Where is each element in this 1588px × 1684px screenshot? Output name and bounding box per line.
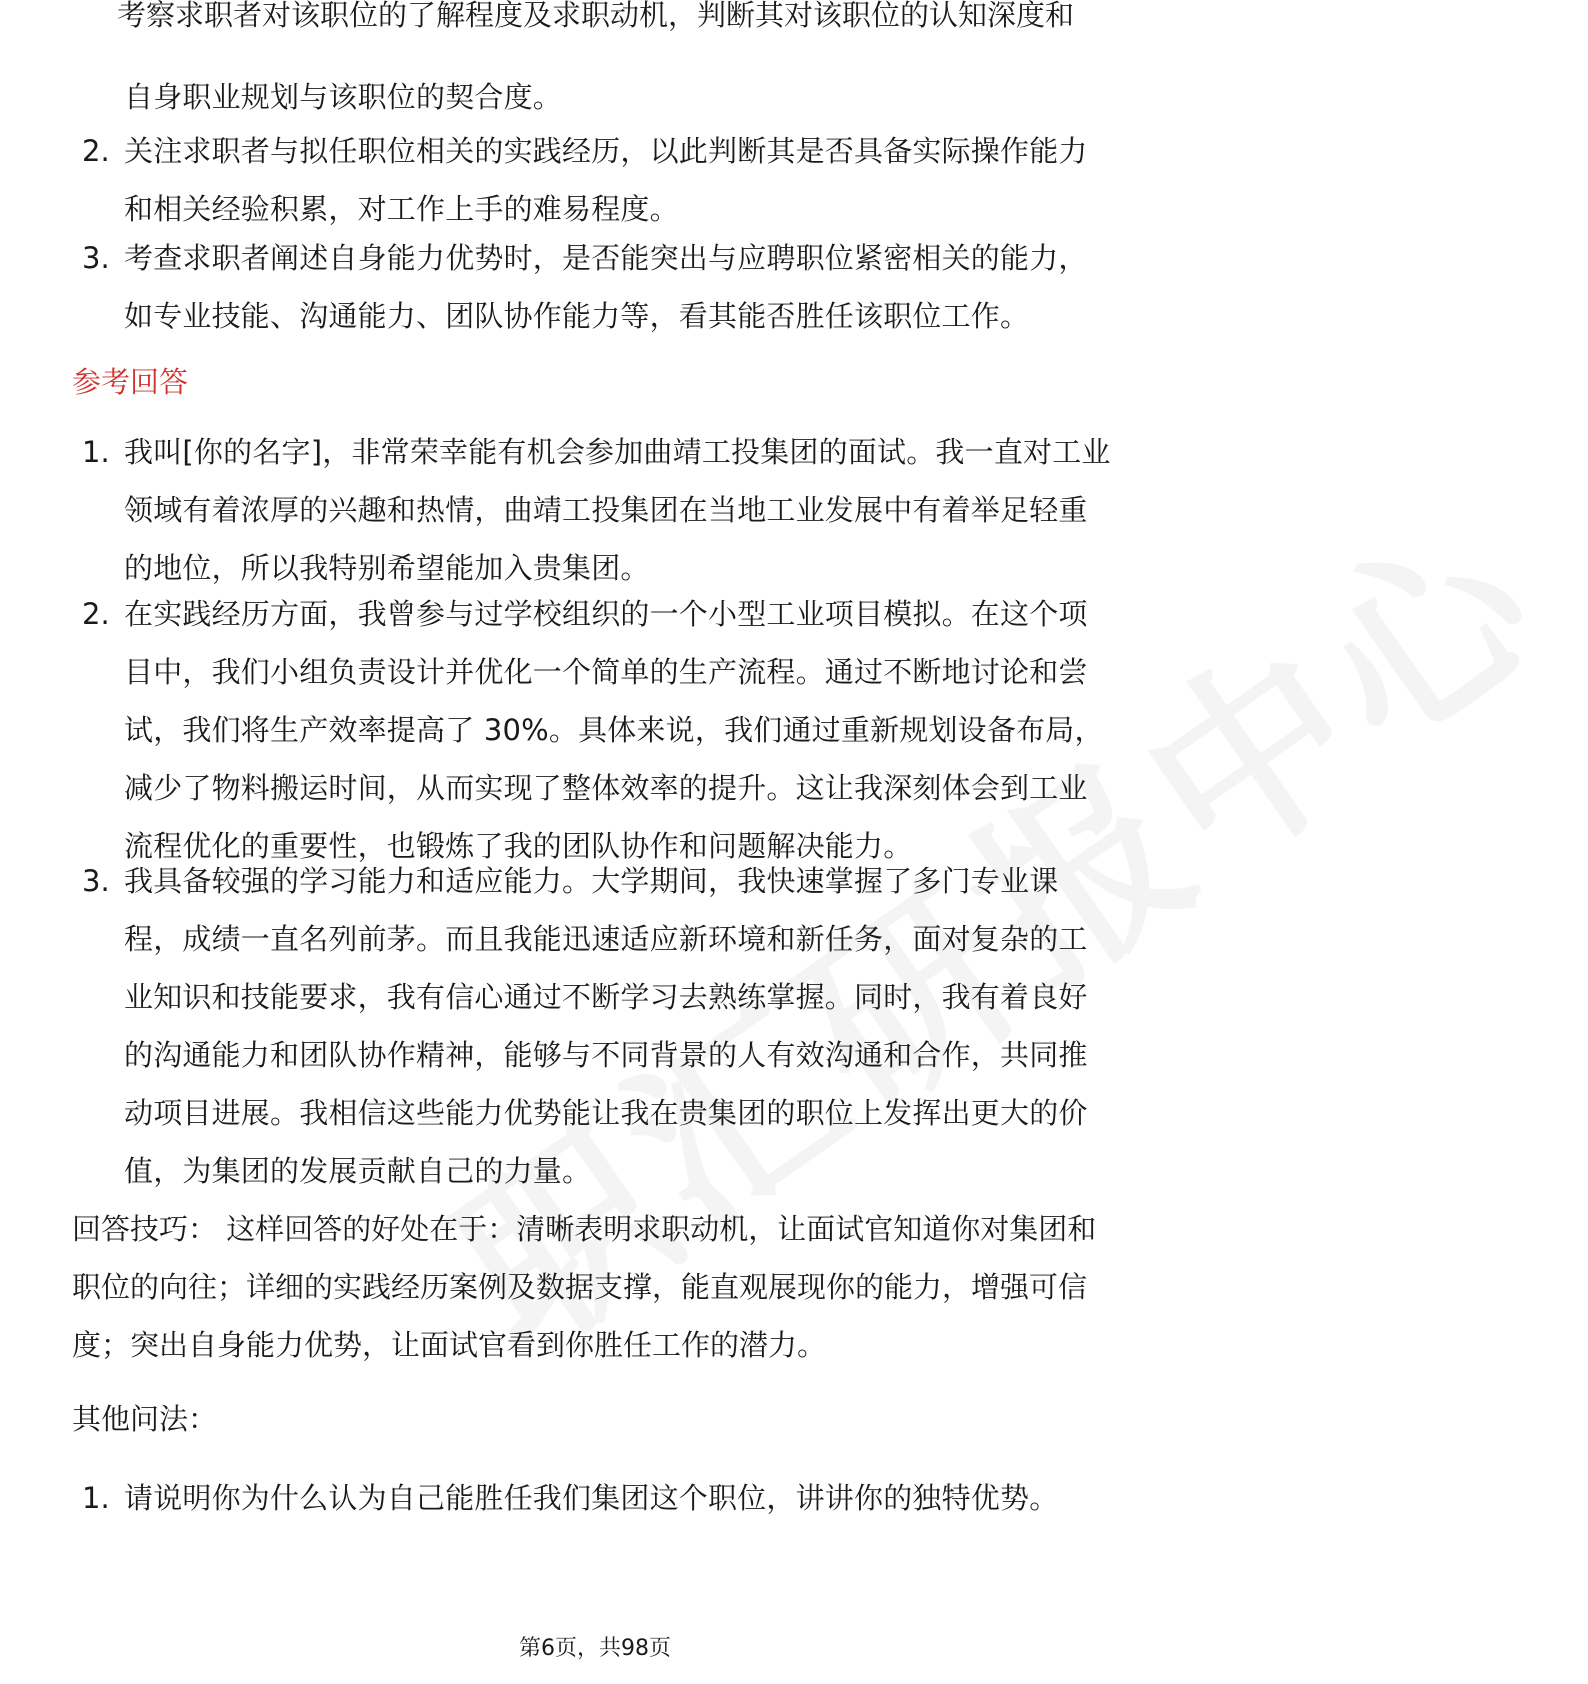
- list-text: 考查求职者阐述自身能力优势时，是否能突出与应聘职位紧密相关的能力，如专业技能、沟通能力、团队协作能力等，看其能否胜任该职位工作。: [124, 241, 1088, 333]
- list-text: 在实践经历方面，我曾参与过学校组织的一个小型工业项目模拟。在这个项目中，我们小组负责设计并优化一个简单的生产流程。通过不断地讨论和尝试，我们将生产效率提高了 30%。具体来说，我们通过重新规划设备布局，减少了物料搬运时间，从而实现了整体效率的提升。这让我深刻体会到工业流程优化的重要性，也锻炼了我的团队协作和问题解决能力。: [124, 597, 1104, 863]
- other-questions-heading: 其他问法：: [72, 1402, 218, 1436]
- list-number: 3.: [82, 864, 110, 898]
- list-text: 我具备较强的学习能力和适应能力。大学期间，我快速掌握了多门专业课程，成绩一直名列前茅。而且我能迅速适应新环境和新任务，面对复杂的工业知识和技能要求，我有信心通过不断学习去熟练掌握。同时，我有着良好的沟通能力和团队协作精神，能够与不同背景的人有效沟通和合作，共同推动项目进展。我相信这些能力优势能让我在贵集团的职位上发挥出更大的价值，为集团的发展贡献自己的力量。: [124, 864, 1088, 1188]
- list-number: 1.: [82, 1481, 110, 1515]
- reference-answer-heading: 参考回答: [72, 365, 189, 399]
- answer-tips: 回答技巧： 这样回答的好处在于：清晰表明求职动机，让面试官知道你对集团和职位的向往；详细的实践经历案例及数据支撑，能直观展现你的能力，增强可信度；突出自身能力优势，让面试官看到你胜任工作的潜力。: [72, 1212, 1097, 1362]
- clipped-line: [117, 0, 1097, 54]
- list-number: 2.: [82, 134, 110, 168]
- page-footer: 第6页，共98页: [519, 1636, 671, 1661]
- list-text: 我叫[你的名字]，非常荣幸能有机会参加曲靖工投集团的面试。我一直对工业领域有着浓厚的兴趣和热情，曲靖工投集团在当地工业发展中有着举足轻重的地位，所以我特别希望能加入贵集团。: [124, 435, 1111, 585]
- list-text: 请说明你为什么认为自己能胜任我们集团这个职位，讲讲你的独特优势。: [124, 1481, 1059, 1515]
- criteria-item-1-last: 自身职业规划与该职位的契合度。: [124, 80, 563, 114]
- list-number: 3.: [82, 241, 110, 275]
- list-number: 1.: [82, 435, 110, 469]
- list-text: 关注求职者与拟任职位相关的实践经历，以此判断其是否具备实际操作能力和相关经验积累，对工作上手的难易程度。: [124, 134, 1088, 226]
- list-number: 2.: [82, 597, 110, 631]
- clipped-text: 考察求职者对该职位的了解程度及求职动机，判断其对该职位的认知深度和: [117, 0, 1075, 32]
